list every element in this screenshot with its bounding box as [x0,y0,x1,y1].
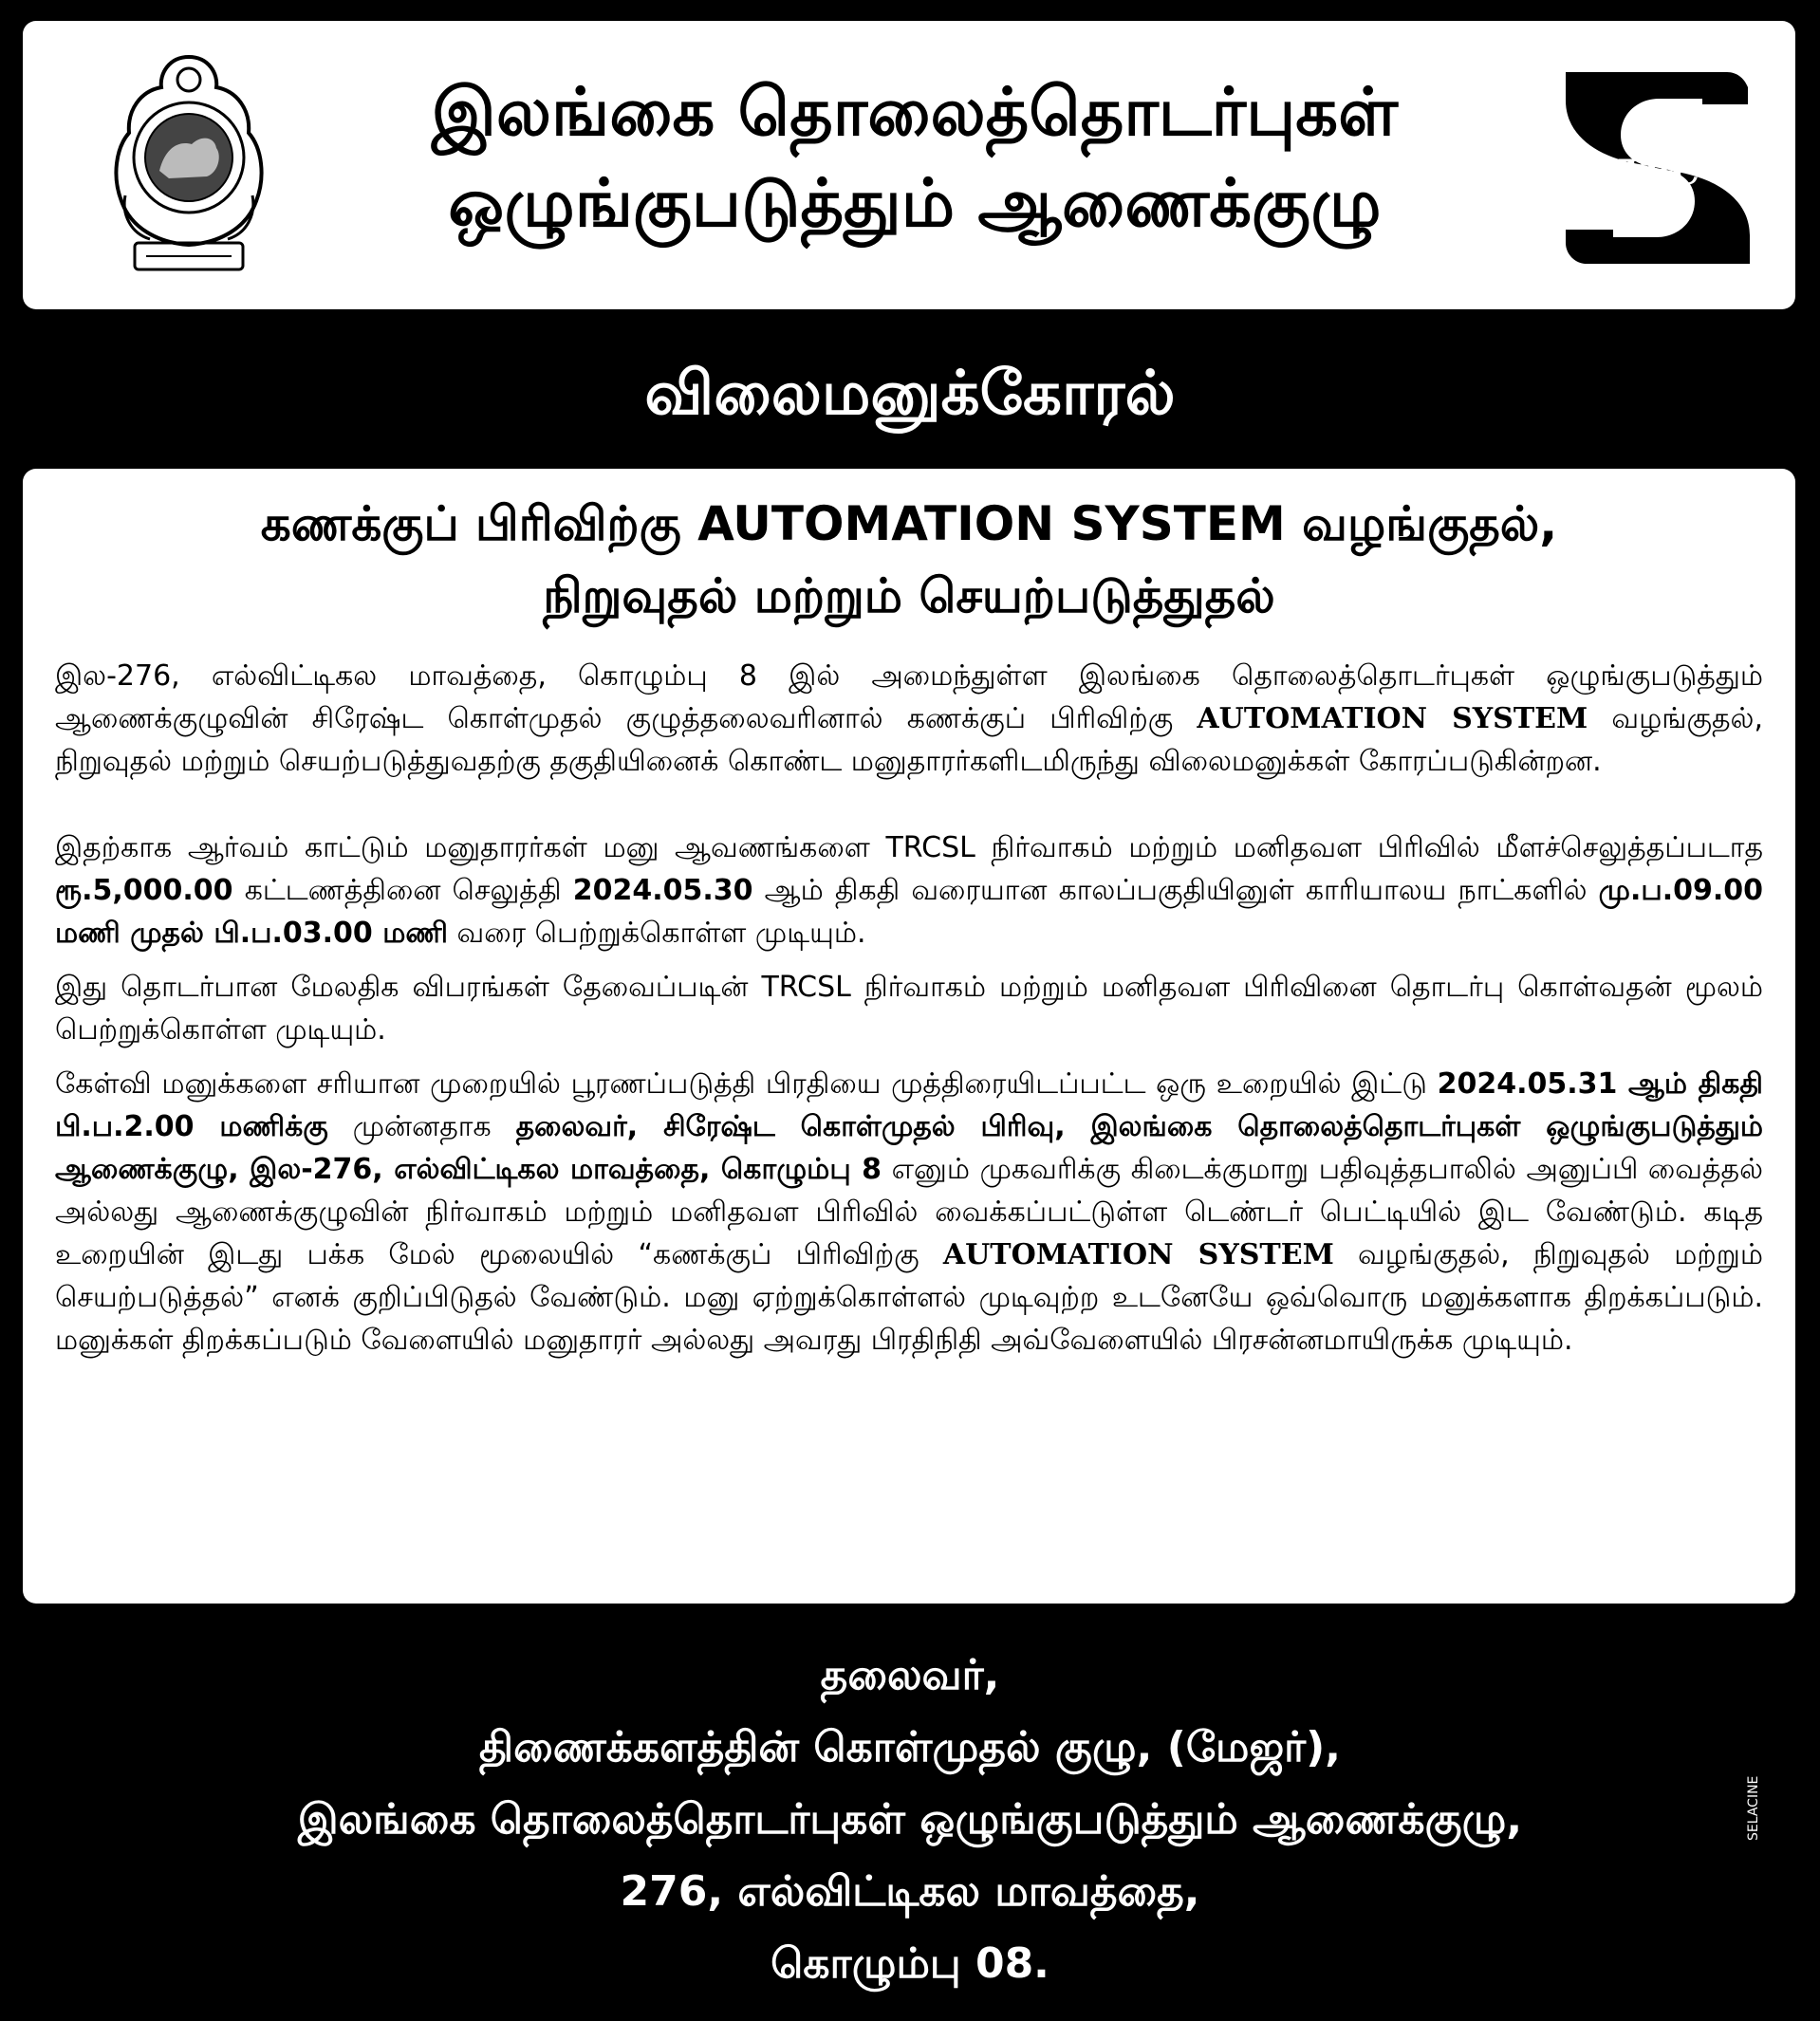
p2-hours: மு.ப.09.00 மணி முதல் பி.ப.03.00 மணி [55,874,1763,950]
agency-credit: SELACINE [1746,1775,1761,1841]
p2-text-b: கட்டணத்தினை செலுத்தி [232,874,573,907]
notice-body [55,655,1763,1362]
organization-title-line2: ஒழுங்குபடுத்தும் ஆணைக்குழு [448,164,1382,242]
trc-logo-icon [1560,66,1755,269]
subject-line1: கணக்குப் பிரிவிற்கு AUTOMATION SYSTEM வழங்குதல், [260,496,1558,551]
p4-deadline: 2024.05.31 ஆம் திகதி பி.ப.2.00 மணிக்கு [55,1067,1763,1143]
p2-text-c: ஆம் திகதி வரையான காலப்பகுதியினுள் காரியாலய நாட்களில் [752,874,1599,907]
subject-line2: நிறுவுதல் மற்றும் செயற்படுத்துதல் [543,568,1275,623]
paragraph-submission [55,1063,1763,1362]
p2-text-d: வரை பெற்றுக்கொள்ள முடியும். [447,917,866,950]
p1-text-c: வழங்குதல், நிறுவுதல் மற்றும் செயற்படுத்துவதற்கு தகுதியினைக் கொண்ட மனுதாரர்களிடமிருந்து விலைமனுக்கள் கோரப்படுகின்றன. [55,702,1763,778]
notice-subject [80,488,1738,632]
footer-line2: திணைக்களத்தின் கொள்முதல் குழு, (மேஜர்), [479,1723,1341,1771]
organization-title-line1: இலங்கை தொலைத்தொடர்புகள் [431,73,1399,151]
signature-block [0,1640,1820,2000]
notice-content [23,469,1795,1604]
p1-system-name: AUTOMATION SYSTEM [1197,702,1588,735]
paragraph-documents [55,826,1763,955]
footer-line5: கொழும்பு 08. [771,1939,1049,1988]
footer-line1: தலைவர், [820,1651,1000,1699]
footer-line4: 276, எல்விட்டிகல மாவத்தை, [620,1867,1200,1916]
national-emblem-icon [102,53,275,277]
footer-line3: இலங்கை தொலைத்தொடர்புகள் ஒழுங்குபடுத்தும் ஆணைக்குழு, [297,1795,1523,1844]
notice-title: விலைமனுக்கோரல் [644,359,1176,429]
p2-date: 2024.05.30 [572,874,753,907]
p4-address: தலைவர், சிரேஷ்ட கொள்முதல் பிரிவு, இலங்கை தொலைத்தொடர்புகள் ஒழுங்குபடுத்தும் ஆணைக்குழு, இல-276, எல்விட்டிகல மாவத்தை, கொழும்பு 8 [55,1110,1763,1186]
p4-text-a: கேள்வி மனுக்களை சரியான முறையில் பூரணப்படுத்தி பிரதியை முத்திரையிடப்பட்ட ஒரு உறையில் இட்டு [55,1067,1438,1101]
p2-text-a: இதற்காக ஆர்வம் காட்டும் மனுதாரர்கள் மனு ஆவணங்களை TRCSL நிர்வாகம் மற்றும் மனிதவள பிரிவில் மீளச்செலுத்தப்படாத [55,831,1763,864]
p4-system-name: AUTOMATION SYSTEM [942,1238,1334,1271]
p4-text-d: வழங்குதல், நிறுவுதல் மற்றும் செயற்படுத்தல்” எனக் குறிப்பிடுதல் வேண்டும். மனு ஏற்றுக்கொள்ளல் முடிவுற்ற உடனேயே ஒவ்வொரு மனுக்களாக திறக்கப்படும். மனுக்கள் திறக்கப்படும் வேளையில் மனுதாரர் அல்லது அவரது பிரதிநிதி அவ்வேளையில் பிரசன்னமாயிருக்க முடியும். [55,1238,1763,1357]
p2-fee: ரூ.5,000.00 [55,874,233,907]
paragraph-contact: இது தொடர்பான மேலதிக விபரங்கள் தேவைப்படின் TRCSL நிர்வாகம் மற்றும் மனிதவள பிரிவினை தொடர்பு கொள்வதன் மூலம் பெற்றுக்கொள்ள முடியும். [55,971,1763,1047]
p1-text-a: இல-276, எல்விட்டிகல மாவத்தை, கொழும்பு 8 இல் அமைந்துள்ள இலங்கை தொலைத்தொடர்புகள் ஒழுங்குபடுத்தும் ஆணைக்குழுவின் சிரேஷ்ட கொள்முதல் குழுத்தலைவரினால் கணக்குப் பிரிவிற்கு [55,659,1763,735]
organization-title [298,66,1532,249]
paragraph-invitation [55,655,1763,783]
header-banner [23,21,1795,309]
trc-logo-text: TRC [1618,153,1699,193]
p4-text-b: முன்னதாக [327,1110,516,1143]
p4-text-c: எனும் முகவரிக்கு கிடைக்குமாறு பதிவுத்தபாலில் அனுப்பி வைத்தல் அல்லது ஆணைக்குழுவின் நிர்வாகம் மற்றும் மனிதவள பிரிவில் வைக்கப்பட்டுள்ள டெண்டர் பெட்டியில் இட வேண்டும். கடித உறையின் இடது பக்க மேல் மூலையில் “கணக்குப் பிரிவிற்கு [55,1153,1764,1271]
